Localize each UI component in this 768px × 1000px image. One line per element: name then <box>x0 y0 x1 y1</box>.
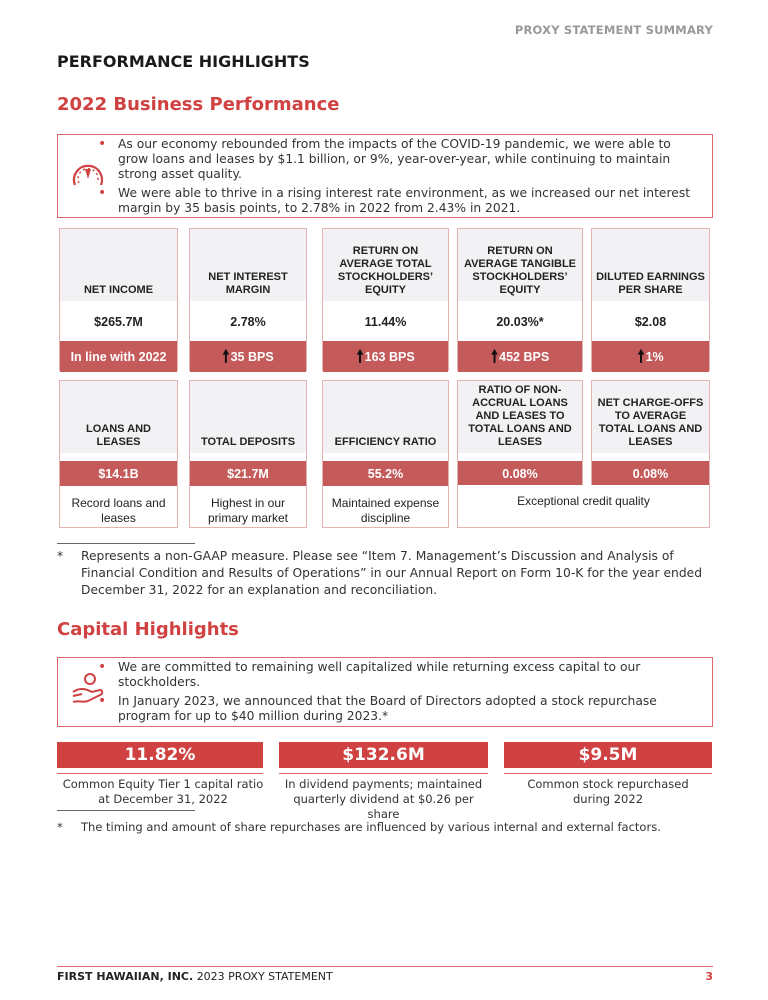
metric-note: Highest in our primary market <box>207 496 288 525</box>
metric-label: NET INCOME <box>60 229 177 301</box>
footnote-marker: * <box>57 820 63 834</box>
business-footnote <box>57 548 713 599</box>
metric-value: 55.2% <box>323 461 448 486</box>
metric-card <box>322 380 449 528</box>
capital-stat-desc: In dividend payments; maintained quarterly dividend at $0.26 per share <box>284 777 483 821</box>
metric-value: $265.7M <box>94 315 143 329</box>
metric-note: Maintained expense discipline <box>331 496 440 525</box>
business-bullet: • We were able to thrive in a rising interest rate environment, as we increased our net interest margin by 35 basis points, to 2.78% in 2022 from 2.43% in 2021. <box>118 186 698 216</box>
footer-company: FIRST HAWAIIAN, INC. <box>57 970 194 983</box>
footnote-marker: * <box>57 549 64 563</box>
capital-stat-desc: Common stock repurchased during 2022 <box>527 777 689 806</box>
divider <box>504 773 712 774</box>
page-title: PERFORMANCE HIGHLIGHTS <box>57 52 310 71</box>
metric-card <box>322 228 449 371</box>
metric-label: RATIO OF NON-ACCRUAL LOANS AND LEASES TO TOTAL LOANS AND LEASES <box>458 381 582 453</box>
metric-change: 1% <box>645 349 664 364</box>
metric-value: 0.08% <box>458 461 582 486</box>
metric-label: LOANS AND LEASES <box>60 381 177 453</box>
capital-bullet: • We are committed to remaining well capitalized while returning excess capital to our stockholders. <box>118 660 698 690</box>
metric-value: 20.03%* <box>496 315 544 329</box>
capital-stat-value: $9.5M <box>504 742 712 768</box>
capital-stat-value: 11.82% <box>57 742 263 768</box>
metric-change: In line with 2022 <box>70 349 167 364</box>
metric-label: TOTAL DEPOSITS <box>190 381 306 453</box>
metric-card <box>59 380 178 528</box>
capital-heading: Capital Highlights <box>57 619 239 640</box>
business-heading: 2022 Business Performance <box>57 94 340 115</box>
metric-label: RETURN ON AVERAGE TOTAL STOCKHOLDERS’ EQUITY <box>323 229 448 301</box>
business-summary-box <box>57 134 713 218</box>
metric-card <box>59 228 178 371</box>
metric-value: $21.7M <box>190 461 306 486</box>
metric-change: 163 BPS <box>364 349 415 364</box>
footnote-rule <box>57 543 195 544</box>
metric-card <box>189 380 307 528</box>
arrow-up-icon: 🠕 <box>637 346 645 366</box>
metric-label: RETURN ON AVERAGE TANGIBLE STOCKHOLDERS’ EQUITY <box>458 229 582 301</box>
capital-bullet: • In January 2023, we announced that the Board of Directors adopted a stock repurchase program for up to $40 million during 2023.* <box>118 694 698 724</box>
metric-label: NET CHARGE-OFFS TO AVERAGE TOTAL LOANS AND LEASES <box>592 381 709 453</box>
footnote-text: Represents a non-GAAP measure. Please see “Item 7. Management’s Discussion and Analysis of Financial Condition and Results of Operations” in our Annual Report on Form 10-K for the year ended December 31, 2022 for an explanation and reconciliation. <box>81 549 703 597</box>
page-footer <box>57 966 713 983</box>
divider <box>57 773 263 774</box>
metric-value: $14.1B <box>60 461 177 486</box>
footer-doc: 2023 PROXY STATEMENT <box>196 970 333 983</box>
metric-card <box>189 228 307 371</box>
metric-card <box>591 228 710 371</box>
metric-note: Record loans and leases <box>71 496 166 525</box>
footnote-text: The timing and amount of share repurchases are influenced by various internal and external factors. <box>81 820 661 834</box>
divider <box>279 773 488 774</box>
capital-summary-box <box>57 657 713 727</box>
metric-card <box>591 380 710 486</box>
metric-change: 35 BPS <box>230 349 274 364</box>
metric-card <box>457 380 583 486</box>
metric-card <box>457 228 583 371</box>
shared-note-card <box>457 485 710 528</box>
capital-footnote <box>57 819 713 836</box>
arrow-up-icon: 🠕 <box>222 346 230 366</box>
metric-label: NET INTEREST MARGIN <box>190 229 306 301</box>
metric-label: DILUTED EARNINGS PER SHARE <box>592 229 709 301</box>
arrow-up-icon: 🠕 <box>490 346 499 366</box>
business-bullet: • As our economy rebounded from the impacts of the COVID-19 pandemic, we were able to grow loans and leases by $1.1 billion, or 9%, year-over-year, while continuing to maintain strong asset quality. <box>118 137 698 182</box>
metric-value: 2.78% <box>230 315 266 329</box>
running-header: PROXY STATEMENT SUMMARY <box>514 23 713 37</box>
page-number: 3 <box>705 970 713 983</box>
metric-value: 0.08% <box>592 461 709 486</box>
shared-note: Exceptional credit quality <box>517 494 650 508</box>
capital-stat-desc: Common Equity Tier 1 capital ratio at December 31, 2022 <box>62 777 264 806</box>
capital-stat-value: $132.6M <box>279 742 488 768</box>
metric-value: $2.08 <box>634 315 667 329</box>
footnote-rule <box>57 810 195 811</box>
metric-change: 452 BPS <box>499 349 550 364</box>
metric-value: 11.44% <box>364 315 407 329</box>
arrow-up-icon: 🠕 <box>356 346 364 366</box>
metric-label: EFFICIENCY RATIO <box>323 381 448 453</box>
